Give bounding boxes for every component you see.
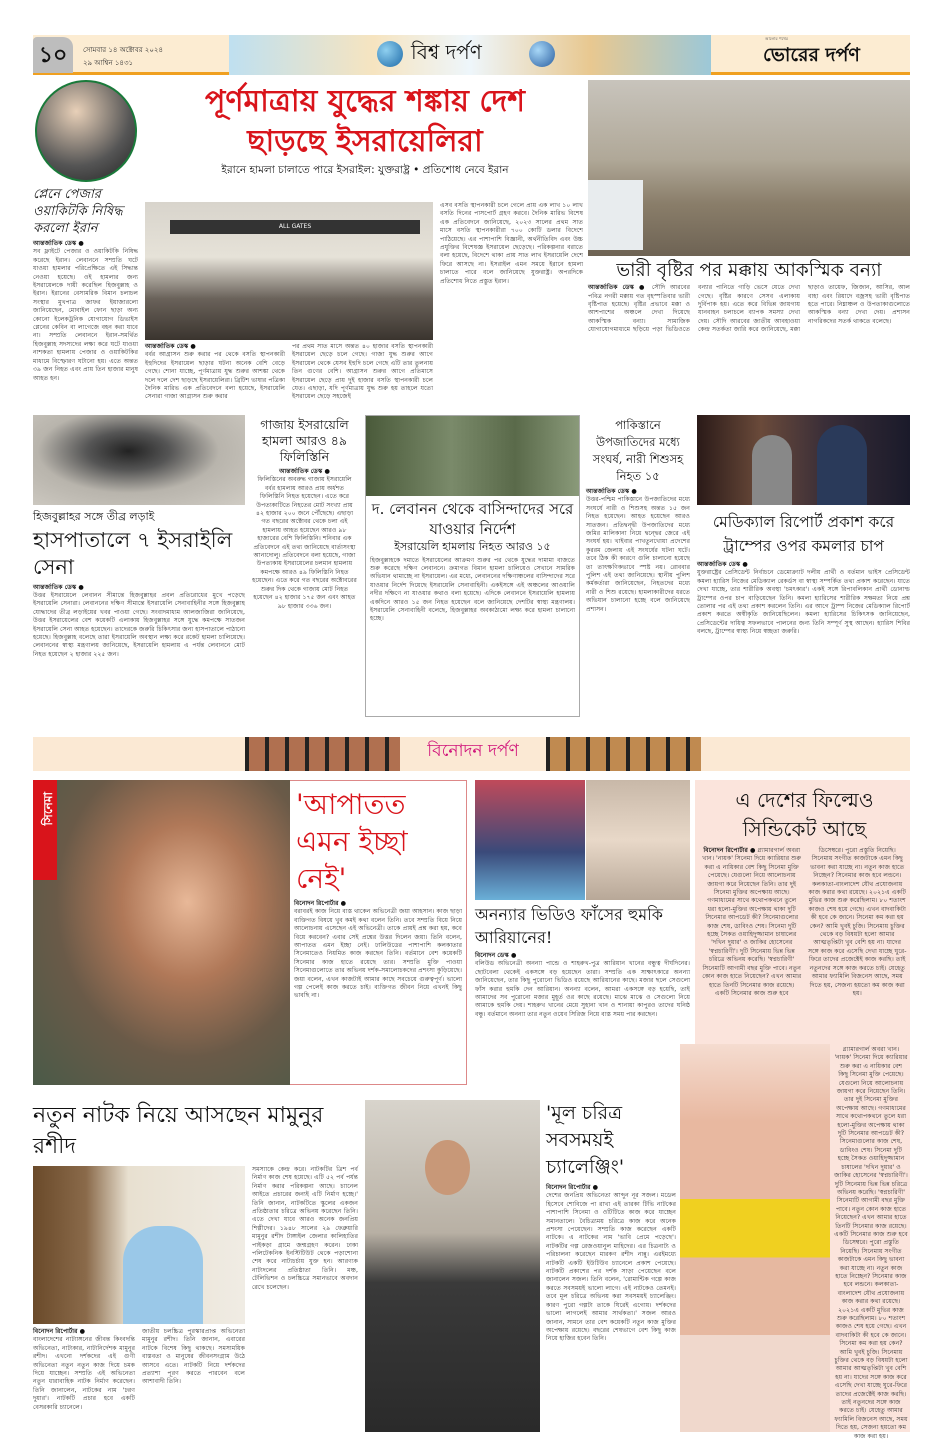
byline: আন্তর্জাতিক ডেস্ক ● xyxy=(586,488,637,495)
lead-body-col2 xyxy=(292,343,433,405)
mecca-body xyxy=(588,284,910,408)
article-text: বরাবরই কাজ নিয়ে ব্যস্ত থাকেন অভিনেত্রী জয়া আহসান। কাজ ছাড়া ব্যক্তিগত বিষয়ে খুব কমই কথা বলেন তিনি। তবে সম্প্রতি বিয়ে নিয়ে আলোচনায় এসেছেন এই অভিনেত্রী। তাকে প্রায়ই প্রশ্ন করা হয়, কবে বিয়ে করবেন? এবার সেই প্রশ্নের উত্তর দিলেন জয়া। তিনি বলেন, আপাতত এমন ইচ্ছা নেই। ঢালিউডের পাশাপাশি কলকাতার সিনেমাতেও নিয়মিত কাজ করছেন তিনি। বর্তমানে বেশ কয়েকটি সিনেমার কাজ হাতে রয়েছে তার। সম্প্রতি মুক্তি পাওয়া সিনেমাগুলোতে তার অভিনয় দর্শক-সমালোচকদের প্রশংসা কুড়িয়েছে। জয়া বলেন, এখন কাজটাই আমার কাছে সবচেয়ে গুরুত্বপূর্ণ। ভালো গল্প পেলেই কাজ করতে চাই। ব্যক্তিগত জীবন নিয়ে এখনই কিছু ভাবছি না। xyxy=(294,908,462,1000)
lebanon-headline: দ. লেবানন থেকে বাসিন্দাদের সরে যাওয়ার নির্দেশ xyxy=(371,500,574,538)
byline: আন্তর্জাতিক ডেস্ক ● xyxy=(33,240,84,247)
hezbollah-kicker: হিজবুল্লাহর সঙ্গে তীব্র লড়াই xyxy=(33,510,155,523)
byline: আন্তর্জাতিক ডেস্ক ● xyxy=(33,583,84,591)
syndicate-headline: এ দেশের ফিল্মেও সিন্ডিকেট আছে xyxy=(735,788,874,841)
mamunur-left xyxy=(33,1166,245,1432)
date-bengali: ২৯ আশ্বিন ১৪৩১ xyxy=(83,59,134,67)
lead-headline xyxy=(145,82,585,162)
byline: বিনোদন রিপোর্টার ● xyxy=(33,1328,86,1335)
mamunur-story xyxy=(33,1100,358,1432)
filmstrip-right xyxy=(546,737,701,771)
airport-sign xyxy=(170,220,420,234)
globe-icon xyxy=(377,41,403,67)
gaza-story xyxy=(252,417,357,721)
article-text: পর প্রথম সাত মাসে অন্তত ৪০ হাজার বসতি স্থাপনকারী ইসরায়েল ছেড়ে চলে গেছে। গাজা যুদ্ধ শুরুর আগে ইসরায়েল থেকে যেসব ইহুদি চলে গেছে এটি তার তুলনায় তিন গুণের বেশি। আগ্রাসন শুরুর আগে প্রতিমাসে ইসরায়েল ছেড়ে প্রায় দুই হাজার বসতি স্থাপনকারী চলে যেত। এছাড়া, যদি পূর্ণমাত্রায় যুদ্ধ শুরু হয় তাহলে যতো ইসরায়েল ছেড়ে সহজেই xyxy=(292,343,433,401)
hezbollah-body xyxy=(33,584,245,721)
ananya-story xyxy=(475,903,690,1088)
challenging-headline: 'মূল চরিত্র সবসময়ই চ্যালেঞ্জিং' xyxy=(546,1102,625,1178)
actor-photo xyxy=(365,1100,540,1432)
pager-story xyxy=(33,186,138,408)
gaza-headline: গাজায় ইসরায়েলি হামলা আরও ৪৯ ফিলিস্তিনি xyxy=(260,417,349,464)
figure-shape xyxy=(425,1140,470,1195)
bus-shape xyxy=(588,180,643,250)
lebanon-story xyxy=(368,499,577,714)
pakistan-body xyxy=(586,488,690,721)
article-text: জাতীয় চলচ্চিত্র পুরস্কারপ্রাপ্ত অভিনেতা মামুনুর রশীদ। তিনি জানান, এবারের নাটকে বিশেষ কিছু থাকছে। সমসাময়িক বাস্তবতা ও মানুষের জীবনসংগ্রাম উঠে আসবে এতে। নাটকটি নিয়ে দর্শকদের প্রত্যাশা পূরণ করতে পারবেন বলে আশাবাদী তিনি। xyxy=(142,1328,245,1386)
actress-photo xyxy=(33,780,290,1085)
article-text: সৌদি আরবের পবিত্র নগরী মক্কায় গত বৃহস্পতিবার ভারী বৃষ্টিপাত হয়েছে। বৃষ্টির প্রভাবে মক্কা ও আশপাশের অঞ্চলে দেখা দিয়েছে আকস্মিক বন্যা। সামাজিক যোগাযোগমাধ্যমে ছড়িয়ে পড়া ভিডিওতে বন্যার পানিতে গাড়ি ভেসে যেতে দেখা গেছে। বৃষ্টির কারণে সেসব এলাকায় দুর্বিপাক হয়। এতে করে বিভিন্ন জায়গায় যানবাহন চলাচলে ব্যাপক সমস্যা দেখা দেয়। সৌদি আরবের জাতীয় আবহাওয়া কেন্দ্র সতর্কতা জারি করে জানিয়েছে, মক্কা ছাড়াও তায়েফ, জিজান, আসির, আল বাহা এবং রিয়াদে বজ্রসহ ভারী বৃষ্টিপাত হতে পারে। নিম্নাঞ্চল ও উপত্যকাগুলোতে আকস্মিক বন্যা দেখা দেয়। প্রশাসন নাগরিকদের সতর্ক থাকতে বলেছে। xyxy=(588,284,910,334)
logo-tagline: আলোর পথের xyxy=(765,36,788,41)
apatoto-story xyxy=(294,786,462,1082)
entertainment-title: বিনোদন দর্পণ xyxy=(427,741,519,761)
globe-icon xyxy=(529,41,555,67)
lead-header xyxy=(145,82,585,200)
figure-shape xyxy=(123,1226,203,1324)
article-text: উত্তর ইসরায়েলে লেবানন সীমান্তে হিজবুল্লাহর প্রবল প্রতিরোধের মুখে পড়েছে ইসরায়েলি সেনারা। লেবাননের দক্ষিণ সীমান্তে ইসরায়েলি সেনাবাহিনীর সঙ্গে হিজবুল্লাহ যোদ্ধাদের তীব্র লড়াইয়ের খবর পাওয়া গেছে। সংবাদমাধ্যম আলজাজিরা জানিয়েছে, উত্তর ইসরায়েলের বেশ কয়েকটি এলাকায় হিজবুল্লাহর সঙ্গে যুদ্ধে কমপক্ষে সাতজন ইসরায়েলি সেনা আহত হয়েছেন। তাদেরকে জরুরি চিকিৎসার জন্য হাসপাতালে পাঠানো হয়েছে। হিজবুল্লাহ বলেছে তারা ইসরায়েলি অবস্থান লক্ষ্য করে রকেট হামলা চালিয়েছে। লেবাননের স্বাস্থ্য মন্ত্রণালয় জানিয়েছে, ইসরায়েলি হামলায় এ পর্যন্ত লেবাননে মোট নিহত হয়েছেন ২ হাজার ২২৫ জন। xyxy=(33,592,245,658)
byline: আন্তর্জাতিক ডেস্ক ● xyxy=(145,343,196,350)
apatoto-headline: 'আপাতত এমন ইচ্ছা নেই' xyxy=(296,788,408,895)
pager-headline: প্লেনে পেজার ওয়াকিটকি নিষিদ্ধ করলো ইরান xyxy=(33,187,123,236)
mamunur-body-col1 xyxy=(33,1328,135,1432)
lead-headline-line2: ছাড়ছে ইসরায়েলিরা xyxy=(247,124,483,159)
hezbollah-story xyxy=(33,511,245,721)
mamunur-body-col2 xyxy=(142,1328,245,1432)
article-text: সমস্যাকে কেন্দ্র করে। নাটকটির ত্রিশ পর্ব নির্মাণ কাজ শেষ হয়েছে। এটি ৫২ পর্ব পর্যন্ত নির্মাণ করার পরিকল্পনা আছে। চ্যানেল আইতে প্রচারের জন্যই এটি নির্মাণ হচ্ছে।' তিনি জানান, নাটকটিতে স্কুলের একজন প্রতিষ্ঠাতার চরিত্রে অভিনয় করেছেন তিনি। এতে দেখা যাবে আরও অনেক জনপ্রিয় শিল্পীদের। ১৯৪৮ সালের ২৯ ফেব্রুয়ারি মামুনুর রশীদ টাঙ্গাইল জেলার কালিহাতির পাইকড়া গ্রামে জন্মগ্রহণ করেন। ঢাকা পলিটেকনিক ইনস্টিটিউট থেকে পড়াশোনা শেষ করে নাট্যচর্চায় যুক্ত হন। আরণ্যক নাট্যদলের প্রতিষ্ঠাতা তিনি। মঞ্চ, টেলিভিশন ও চলচ্চিত্রে সমানভাবে অবদান রেখে চলেছেন। xyxy=(252,1166,358,1291)
lebanon-subheadline: ইসরায়েলি হামলায় নিহত আরও ১৫ xyxy=(394,540,551,553)
byline: আন্তর্জাতিক ডেস্ক ● xyxy=(279,468,330,475)
lead-headline-line1: পূর্ণমাত্রায় যুদ্ধের শঙ্কায় দেশ xyxy=(204,84,526,119)
ananya-headline: অনন্যার ভিডিও ফাঁসের হুমকি আরিয়ানের! xyxy=(475,905,663,947)
kamala-story xyxy=(697,510,910,721)
article-text: ফিলিস্তিনের অবরুদ্ধ গাজায় ইসরায়েলি বর্বর হামলায় আরও প্রায় অর্ধশত ফিলিস্তিনি নিহত হয়েছেন। এতে করে উপত্যকাটিতে নিহতের মোট সংখ্যা প্রায় ৪২ হাজার ২০০ জনে পৌঁছেছে। এছাড়া গত বছরের অক্টোবর থেকে চলা এই হামলায় আহত হয়েছেন আরও ৯৮ হাজারের বেশি ফিলিস্তিনি। শনিবার এক প্রতিবেদনে এই তথ্য জানিয়েছে বার্তাসংস্থা আনাদোলু। প্রতিবেদনে বলা হয়েছে, গাজা উপত্যকায় ইসরায়েলের চলমান হামলায় কমপক্ষে আরও ৪৯ ফিলিস্তিনি নিহত হয়েছেন। এতে করে গত বছরের অক্টোবরের শুরুর দিক থেকে গাজায় মোট নিহত হয়েছেন ৪২ হাজার ১৭৫ জন এবং আহত ৯৮ হাজার ৩৩৬ জন। xyxy=(252,476,357,610)
pakistan-story xyxy=(586,417,690,721)
pager-body xyxy=(33,240,138,408)
ananya-body xyxy=(475,952,690,1088)
section-title: বিশ্ব দর্পণ xyxy=(411,40,482,64)
gaza-body xyxy=(252,468,357,721)
airport-photo xyxy=(145,202,433,340)
article-text: বলিউড অভিনেত্রী অনন্যা পান্ডে ও শাহরুখ-পুত্র আরিয়ান খানের বন্ধুত্ব দীর্ঘদিনের। ছোটবেলা থেকেই একসঙ্গে বড় হয়েছেন তারা। সম্প্রতি এক সাক্ষাৎকারে অনন্যা জানিয়েছেন, তার কিছু পুরোনো ভিডিও রয়েছে আরিয়ানের কাছে। মজার ছলে সেগুলো ফাঁস করার হুমকি দেন আরিয়ান। অনন্যা বলেন, আমরা একসঙ্গে বড় হয়েছি, তাই আমাদের সব পুরোনো মজার মুহূর্ত ওর কাছে রয়েছে। মাঝে মাঝে ও সেগুলো নিয়ে আমাকে হুমকি দেয়। শাহরুখ খানের মেয়ে সুহানা খান ও শানায়া কাপুরও তাদের ঘনিষ্ঠ বন্ধু। বর্তমানে অনন্যা তার নতুন ওয়েব সিরিজ নিয়ে ব্যস্ত সময় পার করছেন। xyxy=(475,960,690,1018)
byline: বিনোদন রিপোর্টার ● xyxy=(703,847,756,854)
article-text: দেশের জনপ্রিয় অভিনেতা আব্দুন নূর সজল। মডেল হিসেবে শোবিজে পা রাখা এই তারকা টিভি নাটকের পাশাপাশি সিনেমা ও ওটিটিতে কাজ করে যাচ্ছেন সমানতালে। বৈচিত্র্যময় চরিত্রে কাজ করে অনেক প্রশংসা পেয়েছেন। সম্প্রতি কাজ করেছেন একটি নাটকে। এ নাটকের নাম 'ভাবি প্রেমে পড়েছে'। নাটকটির গল্প রেজওয়ানুল মাহিদের। এর চিত্রনাট্য ও পরিচালনা করেছেন মারকণ রশীদ নান্নু। এরইমধ্যে নাটকটি একটি ইউটিউব চ্যানেলে প্রকাশ পেয়েছে। নাটকটি প্রকাশের পর দর্শক সাড়া পেয়েছেন বলে জানালেন সজল। তিনি বলেন, 'রোমান্টিক গল্পে কাজ করতে সবসময়ই ভালো লাগে। এই নাটকেও তেমনই। তবে মূল চরিত্রে অভিনয় করা সবসময়ই চ্যালেঞ্জিং। কারণ পুরো গল্পটা তাকে ঘিরেই এগোয়। দর্শকদের ভালো লাগলেই আমার সার্থকতা।' সজল আরও জানান, সামনে তার বেশ কয়েকটি নতুন কাজ মুক্তির অপেক্ষায় রয়েছে। বছরের শেষভাগে বেশ কিছু কাজ নিয়ে হাজির হবেন তিনি। xyxy=(546,1192,676,1343)
challenging-story xyxy=(546,1100,676,1432)
article-text: সব ফ্লাইটে পেজার ও ওয়াকিটকি নিষিদ্ধ করেছে ইরান। লেবাননে সম্প্রতি ঘটে যাওয়া হামলার পরিপ্রেক্ষিতে এই সিদ্ধান্ত নেওয়া হয়েছে। ওই হামলার জন্য ইসরায়েলকে দায়ী করেছিল হিজবুল্লাহ ও ইরান। ইরানের বেসামরিক বিমান চলাচল সংস্থার মুখপাত্র জাফর ইয়াজারলো জানিয়েছেন, মোবাইল ফোন ছাড়া অন্য কোনো ইলেকট্রনিক যোগাযোগ ডিভাইস প্লেনের কেবিন বা লাগেজে বহন করা যাবে না। সম্প্রতি লেবাননে ইরান-সমর্থিত হিজবুল্লাহ সদস্যদের লক্ষ্য করে ঘটে যাওয়া নাশকতা হামলায় পেজার ও ওয়াকিটকির মাধ্যমে বিস্ফোরণ ঘটানো হয়। এতে অন্তত ৩৯ জন নিহত এবং প্রায় তিন হাজার মানুষ আহত হন। xyxy=(33,248,138,382)
date-gregorian: সোমবার ১৪ অক্টোবর ২০২৪ xyxy=(83,46,163,54)
lead-body-col3 xyxy=(440,202,583,405)
smoke-photo xyxy=(33,415,245,505)
section-banner xyxy=(229,35,711,75)
cinema-tab xyxy=(33,780,57,880)
mecca-story xyxy=(588,260,910,408)
lebanon-body xyxy=(368,557,577,714)
syndicate-body xyxy=(702,847,907,1040)
kamala-body xyxy=(697,561,910,721)
masthead xyxy=(33,35,910,75)
byline: আন্তর্জাতিক ডেস্ক ● xyxy=(697,561,748,568)
hezbollah-headline: হাসপাতালে ৭ ইসরাইলি সেনা xyxy=(33,527,233,579)
article-text: গ্ল্যামারগার্ল অবরা খান। 'নায়ক' সিনেমা দিয়ে ক্যারিয়ার শুরু করা এ নায়িকার বেশ কিছু সিনেমা মুক্তি পেয়েছে। যেগুলো নিয়ে আলোচনায় জায়গা করে নিয়েছেন তিনি। তার দুই সিনেমা মুক্তির অপেক্ষায় আছে। গণমাধ্যমের সাথে কথোপকথনে তুলে ধরা হলো-মুক্তির অপেক্ষায় থাকা দুটি সিনেমার আপডেট কী? সিনেমাগুলোর কাজ শেষ, ডাবিংও শেষ। সিনেমা দুটি হচ্ছে সৈকত ওয়াহিদুজ্জামান চাষালের 'দখিন দুয়ার' ও জাকির হোসেনের 'স্বপ্নচারিণী'। দুটি সিনেমায় ভিন্ন ভিন্ন চরিত্রে অভিনয় করেছি। 'স্বপ্নচারিণী' সিনেমাটি আগামী বছর মুক্তি পাবে। নতুন কোন কাজ হাতে নিয়েছেন? এখন আমার হাতে তিনটি সিনেমার কাজ রয়েছে। একটি সিনেমার কাজ শুরু হবে ডিসেম্বরে। পুরো প্রস্তুতি নিয়েছি। সিনেমায় সংগীত কাজটাকে এমন কিছু ভাবনা করা যাচ্ছে না। নতুন কাজ হাতে নিচ্ছেন? সিনেমার কাজ হবে লন্ডনে। কলকাতা-বাংলাদেশ যৌথ প্রযোজনায় কাজ করার কথা রয়েছে। ২০২১এ একটি মুভির কাজ শুরু করেছিলাম। ৮০ শতাংশ কাজও শেষ হয়ে গেছে। এখন বাদবাকিটা কী হবে কে জানে। সিনেমা কম করা হয় কেন? আমি খুবই চুজি। সিনেমায় চুক্তির থেকে বড় বিষয়টা হলো আমার আত্মতৃপ্তিটা খুব বেশি হয় না। যাদের সঙ্গে কাজ করে এসেছি দেখা যাচ্ছে ঘুরে-ফিরে তাদের প্রজেক্টেই কাজ করছি। তাই নতুনদের সঙ্গে কাজ করতে চাই। যেহেতু আমার ফ্যামিলি বিজনেস আছে, সময় দিতে হয়, সেজন্য হয়তো কম কাজ করা হয়। xyxy=(834,1046,908,1440)
figure-shape xyxy=(817,425,867,505)
syndicate-story xyxy=(702,786,907,1040)
challenging-body xyxy=(546,1184,676,1432)
apatoto-body xyxy=(294,900,462,1082)
mamunur-headline: নতুন নাটক নিয়ে আসছেন মামুনুর রশীদ xyxy=(33,1103,324,1159)
lead-subheadline: ইরানে হামলা চালাতে পারে ইসরাইল: যুক্তরাষ্ট্র • প্রতিশোধ নেবে ইরান xyxy=(221,164,509,176)
byline: বিনোদন ডেস্ক ● xyxy=(475,952,517,959)
entertainment-banner xyxy=(33,737,910,771)
mamunur-body-right xyxy=(252,1166,358,1432)
article-text: যুক্তরাষ্ট্রের প্রেসিডেন্ট নির্বাচনে ডেমোক্র্যাট দলীয় প্রার্থী ও বর্তমান ভাইস প্রেসিডেন্ট কমলা হ্যারিস নিজের মেডিক্যাল রেকর্ডস বা স্বাস্থ্য সম্পর্কিত তথ্য প্রকাশ করেছেন। যাতে দেখা যাচ্ছে, তার শারীরিক অবস্থা 'চমৎকার'। একই সঙ্গে রিপাবলিকান প্রার্থী ডোনাল্ড ট্রাম্পের ওপর চাপ বাড়িয়েছেন তিনি। কমলা হ্যারিসের শারীরিক সক্ষমতা নিয়ে প্রশ্ন তোলার পর এই তথ্য প্রকাশ করলেন তিনি। এর আগে ট্রাম্প নিজের মেডিক্যাল রিপোর্ট প্রকাশ করতে অস্বীকৃতি জানিয়েছিলেন। কমলা হ্যারিসের চিকিৎসক জানিয়েছেন, প্রেসিডেন্টের দায়িত্ব সফলভাবে পালনের জন্য তিনি সম্পূর্ণ সুস্থ আছেন। হ্যারিস শিবির বলছে, ট্রাম্পের স্বাস্থ্য নিয়ে স্বচ্ছতা জরুরি। xyxy=(697,569,910,636)
mamunur-bottom-cols xyxy=(33,1328,245,1432)
kamala-headline: মেডিক্যাল রিপোর্ট প্রকাশ করে ট্রাম্পের ওপর কমলার চাপ xyxy=(712,513,895,555)
lead-body-col1 xyxy=(145,343,285,405)
article-text: এসব বসতি স্থাপনকারী চলে গেলে প্রায় এক লাখ ১০ লাখ বসতি দিনের পাসপোর্ট গ্রহণ করবে। দৈনিক মারিভ বিশেষ এক প্রতিবেদনে জানিয়েছে, ২০২৩ সালের প্রথম সাত মাসে বসতি স্থাপনকারীরা ৭০০ কোটি ডলার বিদেশে পাঠিয়েছে। এর পাশাপাশি বিজ্ঞানী, অর্থনীতিবিদ এবং উচ্চ প্রযুক্তির বিশেষজ্ঞ ইসরায়েল ছেড়েছে। পরিকল্পনার বরাতে বলা হয়েছে, বিদেশে থাকা প্রায় সাত লাখ ইসরায়েলি দেশে ফিরে আসছে না। ইসরাইল এমন সময়ে ইরানে হামলা চালাতে পারে বলে জানিয়েছে যুক্তরাষ্ট্র। অপরদিকে প্রতিশোধ নিতে প্রস্তুত ইরান। xyxy=(440,202,583,285)
cinema-tab-label: সিনেমা xyxy=(41,792,55,826)
byline: বিনোদন রিপোর্টার ● xyxy=(294,900,347,907)
kamala-trump-photo xyxy=(697,415,910,505)
newspaper-logo: ভোরের দর্পণ xyxy=(763,44,860,66)
article-text: গ্ল্যামারগার্ল অবরা খান। 'নায়ক' সিনেমা দিয়ে ক্যারিয়ার শুরু করা এ নায়িকার বেশ কিছু সিনেমা মুক্তি পেয়েছে। যেগুলো নিয়ে আলোচনায় জায়গা করে নিয়েছেন তিনি। তার দুই সিনেমা মুক্তির অপেক্ষায় আছে। গণমাধ্যমের সাথে কথোপকথনে তুলে ধরা হলো-মুক্তির অপেক্ষায় থাকা দুটি সিনেমার আপডেট কী? সিনেমাগুলোর কাজ শেষ, ডাবিংও শেষ। সিনেমা দুটি হচ্ছে সৈকত ওয়াহিদুজ্জামান চাষালের 'দখিন দুয়ার' ও জাকির হোসেনের 'স্বপ্নচারিণী'। দুটি সিনেমায় ভিন্ন ভিন্ন চরিত্রে অভিনয় করেছি। 'স্বপ্নচারিণী' সিনেমাটি আগামী বছর মুক্তি পাবে। নতুন কোন কাজ হাতে নিয়েছেন? এখন আমার হাতে তিনটি সিনেমার কাজ রয়েছে। একটি সিনেমার কাজ শুরু হবে ডিসেম্বরে। পুরো প্রস্তুতি নিয়েছি। সিনেমায় সংগীত কাজটাকে এমন কিছু ভাবনা করা যাচ্ছে না। নতুন কাজ হাতে নিচ্ছেন? সিনেমার কাজ হবে লন্ডনে। কলকাতা-বাংলাদেশ যৌথ প্রযোজনায় কাজ করার কথা রয়েছে। ২০২১এ একটি মুভির কাজ শুরু করেছিলাম। ৮০ শতাংশ কাজও শেষ হয়ে গেছে। এখন বাদবাকিটা কী হবে কে জানে। সিনেমা কম করা হয় কেন? আমি খুবই চুজি। সিনেমায় চুক্তির থেকে বড় বিষয়টা হলো আমার আত্মতৃপ্তিটা খুব বেশি হয় না। যাদের সঙ্গে কাজ করে এসেছি দেখা যাচ্ছে ঘুরে-ফিরে তাদের প্রজেক্টেই কাজ করছি। তাই নতুনদের সঙ্গে কাজ করতে চাই। যেহেতু আমার ফ্যামিলি বিজনেস আছে, সময় দিতে হয়, সেজন্য হয়তো কম কাজ করা হয়। xyxy=(702,847,907,997)
page-number: ১০ xyxy=(33,37,73,73)
walkie-talkie-photo xyxy=(35,80,137,182)
mamunur-photo xyxy=(33,1166,245,1324)
airport-sign-text: ALL GATES xyxy=(278,223,312,230)
mamunur-content xyxy=(33,1166,358,1432)
aryan-photo xyxy=(475,780,585,900)
mecca-headline: ভারী বৃষ্টির পর মক্কায় আকস্মিক বন্যা xyxy=(616,260,882,281)
article-text: হিজবুল্লাহকে দমাতে ইসরায়েলের আক্রমণ শুরুর পর থেকে যুদ্ধের দামামা বাজতে শুরু করেছে দক্ষিণ লেবাননে। ক্রমাগত বিমান হামলা চালিয়েও সেখানে সামরিক অভিযান থামাচ্ছে না ইসরায়েল। এর মধ্যে, লেবাননের দক্ষিণাঞ্চলের বাসিন্দাদের সরে যাওয়ার নির্দেশ দিয়েছে ইসরায়েলি সেনাবাহিনী। একইসঙ্গে এই অঞ্চলের আওয়ালি নদীর দক্ষিণে না যাওয়ার কথাও বলা হয়েছে। এদিকে লেবাননে ইসরায়েলি হামলায় একদিনে আরও ১৫ জন নিহত হয়েছেন বলে জানিয়েছে দেশটির স্বাস্থ্য মন্ত্রণালয়। ইসরায়েলি সেনাবাহিনী বলেছে, হিজবুল্লাহর অবকাঠামো লক্ষ্য করে হামলা চালানো হচ্ছে। xyxy=(370,556,575,623)
bikini-photo xyxy=(680,1044,830,1432)
filmstrip-left xyxy=(245,737,400,771)
pakistan-headline: পাকিস্তানে উপজাতিদের মধ্যে সংঘর্ষ, নারী শিশুসহ নিহত ১৫ xyxy=(592,418,684,483)
syndicate-body-continued xyxy=(834,1046,908,1440)
article-text: উত্তর-পশ্চিম পাকিস্তানে উপজাতিদের মধ্যে সংঘর্ষে নারী ও শিশুসহ অন্তত ১৫ জন নিহত হয়েছেন। আহত হয়েছেন আরও সাতজন। প্রতিদ্বন্দ্বী উপজাতিদের মধ্যে জমির মালিকানা নিয়ে দ্বন্দ্বের জেরে এই সংঘর্ষ হয়। খাইবার পাখতুনখোয়া প্রদেশের কুররম জেলায় এই সংঘর্ষের ঘটনা ঘটে। তবে ঠিক কী কারণে গুলি চালানো হয়েছে তা তাৎক্ষণিকভাবে স্পষ্ট নয়। রোববার পুলিশ এই তথ্য জানিয়েছে। স্থানীয় পুলিশ কর্মকর্তারা জানিয়েছেন, নিহতদের মধ্যে নারী ও শিশু রয়েছে। হামলাকারীদের ধরতে অভিযান চালানো হচ্ছে বলে জানিয়েছে প্রশাসন। xyxy=(586,496,690,613)
byline: আন্তর্জাতিক ডেস্ক ● xyxy=(588,284,648,292)
article-text: বর্বর আগ্রাসন শুরু করার পর থেকে বসতি স্থাপনকারী ইহুদিদের ইসরায়েল ছাড়ার ঘটনা অনেক বেশি বেড়ে গেছে। শোনা যাচ্ছে, পূর্ণমাত্রায় যুদ্ধ শুরুর আশঙ্কা থেকে দলে দলে দেশ ছাড়ছে ইসরায়েলিরা। ব্রিটিশ ভাষার পত্রিকা দৈনিক মারিভ এক প্রতিবেদনে বলা হয়েছে, ইসরায়েলি সেনারা গাজা আগ্রাসন শুরু করার xyxy=(145,351,285,401)
figure-shape xyxy=(752,435,792,505)
article-text: বাংলাদেশের নাট্যাঙ্গনের জীবন্ত কিংবদন্তি অভিনেতা, নাট্যকার, নাট্যনির্দেশক মামুনুর রশীদ। এখনো দর্শকদের এই গুণী অভিনেতা নতুন নতুন কাজ দিয়ে চমক দিয়ে যাচ্ছেন। সম্প্রতি এই অভিনেতা নতুন ধারাবাহিক নাটক নির্মাণ করেছেন। তিনি জানালেন, নাটকের নাম 'ঢরণ দুয়ার'। নাটকটি প্রচার হবে একটি বেসরকারি চ্যানেলে। xyxy=(33,1336,135,1411)
ananya-photo xyxy=(586,780,690,900)
flood-photo xyxy=(588,80,910,256)
refugees-photo xyxy=(366,416,579,496)
byline: বিনোদন রিপোর্টার ● xyxy=(546,1184,599,1191)
